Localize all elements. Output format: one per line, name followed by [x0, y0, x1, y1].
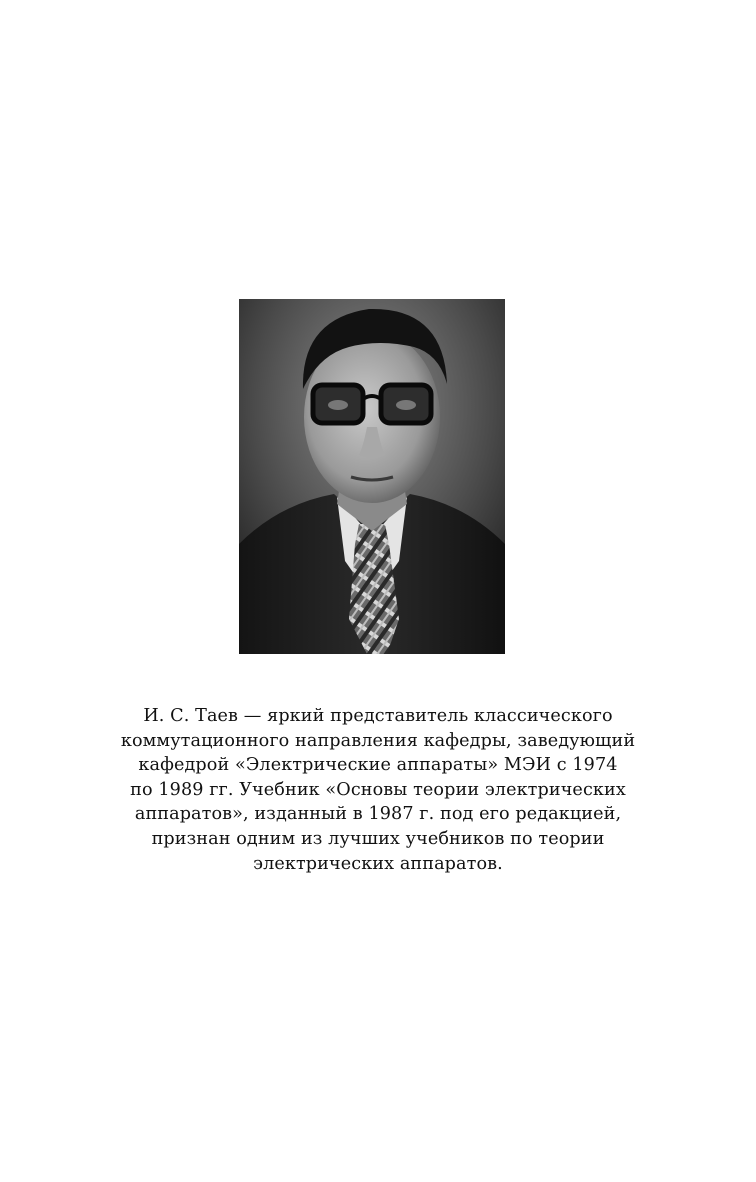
caption-line: аппаратов», изданный в 1987 г. под его редакцией, — [134, 804, 622, 825]
caption-line: И. С. Таев — яркий представитель классического — [143, 706, 613, 726]
caption-line: по 1989 гг. Учебник «Основы теории электрических — [130, 779, 626, 800]
caption-line: признан одним из лучших учебников по теории — [151, 828, 605, 849]
portrait-photo — [239, 299, 505, 654]
photo-caption — [60, 704, 696, 876]
caption-line: коммутационного направления кафедры, заведующий — [120, 730, 636, 751]
caption-line: электрических аппаратов. — [253, 853, 503, 874]
caption-line: кафедрой «Электрические аппараты» МЭИ с 1974 — [138, 755, 618, 776]
